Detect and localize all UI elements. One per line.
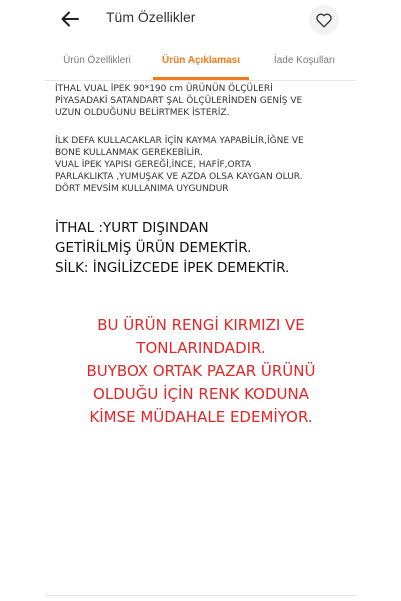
description-line: İLK DEFA KULLACAKLAR İÇİN KAYMA YAPABİLİR,İĞNE VE (55, 136, 304, 146)
description-line: DÖRT MEVSİM KULLANIMA UYGUNDUR (55, 184, 229, 194)
description-line: PARLAKLIKTA ,YUMUŞAK VE AZDA OLSA KAYGAN OLUR. (55, 172, 303, 182)
description-line: PİYASADAKİ SATANDART ŞAL ÖLÇÜLERİNDEN GENİŞ VE (55, 96, 303, 106)
description-paragraph-usage (55, 135, 304, 195)
warning-line: TONLARINDADIR. (136, 339, 266, 357)
heart-outline-icon (316, 13, 332, 28)
warning-line: OLDUĞU İÇİN RENK KODUNA (93, 385, 309, 403)
tab-bar (45, 44, 356, 81)
warning-line: BUYBOX ORTAK PAZAR ÜRÜNÜ (86, 362, 316, 380)
info-block (55, 218, 355, 278)
info-line: SİLK: İNGİLİZCEDE İPEK DEMEKTİR. (55, 260, 290, 276)
warning-line: BU ÜRÜN RENGİ KIRMIZI VE (97, 316, 305, 334)
description-line: İTHAL VUAL İPEK 90*190 cm ÜRÜNÜN ÖLÇÜLERİ (55, 84, 273, 94)
tab-return-conditions[interactable]: İade Koşulları (273, 55, 336, 66)
back-button[interactable] (56, 6, 84, 32)
arrow-left-icon (61, 11, 79, 27)
tab-product-features[interactable]: Ürün Özellikleri (63, 55, 131, 66)
page-title: Tüm Özellikler (106, 9, 196, 25)
info-line: GETİRİLMİŞ ÜRÜN DEMEKTİR. (55, 240, 252, 256)
tab-product-description[interactable]: Ürün Açıklaması (162, 55, 240, 66)
description-line: UZUN OLDUĞUNU BELİRTMEK İSTERİZ. (55, 108, 230, 118)
warning-line: KİMSE MÜDAHALE EDEMİYOR. (89, 408, 313, 426)
header-bar (0, 0, 401, 40)
divider (45, 595, 356, 596)
description-line: BONE KULLANMAK GEREKEBİLİR. (55, 148, 203, 158)
description-line: VUAL İPEK YAPISI GEREĞİ,İNCE, HAFİF,ORTA (55, 160, 252, 170)
description-paragraph-size (55, 83, 302, 119)
favorite-button[interactable] (309, 5, 339, 35)
color-warning-block (48, 314, 354, 429)
active-tab-indicator (153, 77, 249, 80)
info-line: İTHAL :YURT DIŞINDAN (55, 220, 209, 236)
